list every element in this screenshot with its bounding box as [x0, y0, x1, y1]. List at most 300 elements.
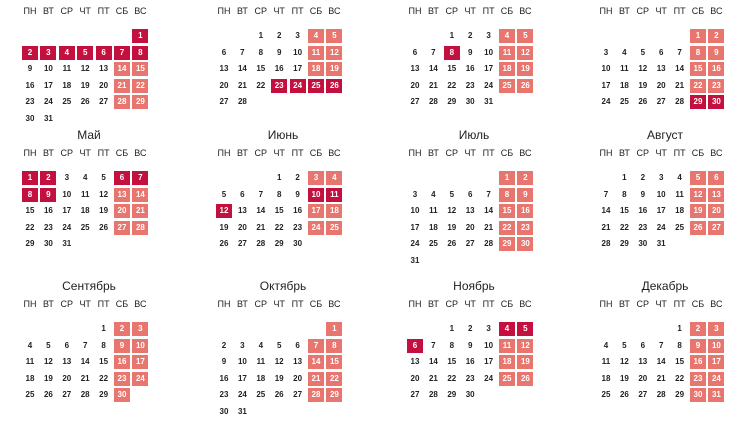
day-cell: 27	[219, 97, 229, 106]
weekend-day-cell: 12	[517, 339, 533, 353]
day-cell: 16	[638, 206, 648, 215]
holiday-day-cell: 8	[444, 46, 460, 60]
weekday-label: СБ	[500, 299, 514, 309]
day-cell: 13	[99, 64, 109, 73]
weekend-day-cell: 11	[499, 339, 515, 353]
day-cell: 28	[428, 97, 438, 106]
day-cell: 18	[601, 373, 611, 383]
day-cell: 22	[274, 222, 284, 232]
weekend-day-cell: 31	[708, 388, 724, 402]
weekend-day-cell: 7	[308, 339, 324, 353]
day-cell: 28	[484, 239, 494, 248]
weekend-day-cell: 19	[690, 204, 706, 218]
weekday-label: СР	[254, 299, 268, 309]
day-cell: 13	[465, 206, 475, 215]
day-cell: 1	[677, 324, 682, 333]
day-cell: 1	[258, 31, 264, 40]
weekday-label: ВТ	[427, 6, 439, 16]
day-cell: 13	[293, 357, 303, 366]
day-cell: 24	[656, 222, 666, 232]
weekday-label: ПН	[599, 6, 613, 16]
weekday-label: ПТ	[482, 6, 495, 16]
weekday-label: ВС	[710, 148, 723, 158]
day-cell: 26	[638, 97, 648, 106]
day-cell: 14	[237, 64, 247, 73]
day-cell: 7	[603, 189, 609, 199]
day-cell: 27	[99, 97, 109, 106]
day-cell: 13	[410, 357, 420, 366]
day-cell: 3	[240, 340, 245, 350]
weekday-label: СР	[636, 148, 650, 158]
weekday-label: ВТ	[236, 299, 248, 309]
day-cell: 13	[656, 64, 666, 73]
weekday-label: СБ	[691, 6, 705, 16]
weekend-day-cell: 1	[499, 171, 515, 185]
day-cell: 5	[640, 47, 646, 57]
weekday-label: ПН	[23, 148, 37, 158]
day-cell: 12	[43, 357, 53, 366]
weekend-day-cell: 20	[114, 204, 130, 218]
day-cell: 6	[240, 189, 245, 199]
weekday-label: ВТ	[427, 299, 439, 309]
holiday-day-cell: 24	[290, 79, 306, 93]
month-title: Июль	[458, 128, 490, 142]
weekend-day-cell: 29	[326, 388, 342, 402]
weekend-day-cell: 19	[517, 62, 533, 76]
day-cell: 15	[256, 64, 266, 73]
month-title: Июнь	[267, 128, 299, 142]
weekend-day-cell: 18	[326, 204, 342, 218]
day-cell: 24	[484, 80, 494, 90]
weekday-label: ВС	[710, 299, 723, 309]
weekday-label: ПТ	[97, 299, 110, 309]
day-cell: 14	[428, 64, 438, 73]
day-cell: 26	[274, 390, 284, 399]
day-cell: 23	[43, 222, 53, 232]
weekday-label: СР	[254, 6, 268, 16]
day-cell: 21	[675, 80, 685, 90]
day-cell: 25	[675, 222, 685, 232]
weekend-day-cell: 22	[326, 372, 342, 386]
day-cell: 24	[601, 97, 611, 106]
weekend-day-cell: 3	[708, 322, 724, 336]
weekend-day-cell: 23	[517, 221, 533, 235]
day-cell: 3	[64, 173, 70, 182]
day-cell: 18	[428, 222, 438, 232]
day-cell: 30	[43, 239, 53, 248]
day-cell: 7	[658, 340, 664, 350]
weekday-label: СБ	[115, 299, 129, 309]
day-cell: 16	[293, 206, 303, 215]
day-cell: 20	[638, 373, 648, 383]
day-cell: 3	[603, 47, 609, 57]
weekday-label: СР	[445, 148, 459, 158]
day-cell: 3	[412, 189, 418, 199]
day-cell: 11	[620, 64, 629, 73]
weekend-day-cell: 3	[308, 171, 324, 185]
weekday-label: СР	[254, 148, 268, 158]
holiday-day-cell: 8	[132, 46, 148, 60]
day-cell: 13	[62, 357, 72, 366]
weekday-label: ВС	[519, 148, 532, 158]
day-cell: 11	[62, 64, 72, 73]
day-cell: 15	[619, 206, 629, 215]
weekday-label: ЧТ	[79, 6, 91, 16]
day-cell: 19	[638, 80, 648, 90]
day-cell: 22	[675, 373, 685, 383]
weekday-label: ПТ	[673, 148, 686, 158]
weekday-label: ВС	[519, 299, 532, 309]
day-cell: 29	[447, 97, 457, 106]
day-cell: 11	[601, 357, 611, 366]
weekend-day-cell: 15	[499, 204, 515, 218]
month-title: Декабрь	[641, 279, 689, 293]
holiday-day-cell: 23	[271, 79, 287, 93]
weekend-day-cell: 18	[308, 62, 324, 76]
day-cell: 15	[447, 357, 457, 366]
weekday-label: ПТ	[291, 6, 304, 16]
weekend-day-cell: 11	[499, 46, 515, 60]
day-cell: 12	[274, 357, 284, 366]
weekday-label: ПН	[217, 6, 231, 16]
day-cell: 19	[274, 373, 284, 383]
day-cell: 16	[465, 64, 475, 73]
day-cell: 14	[656, 357, 666, 366]
day-cell: 10	[237, 357, 247, 366]
weekend-day-cell: 2	[690, 322, 706, 336]
day-cell: 16	[25, 80, 35, 90]
weekday-label: ПТ	[482, 299, 495, 309]
weekday-label: ВТ	[42, 6, 54, 16]
day-cell: 24	[62, 222, 72, 232]
weekday-label: ВТ	[236, 6, 248, 16]
day-cell: 4	[603, 340, 609, 350]
day-cell: 18	[675, 206, 685, 215]
weekday-label: ПТ	[673, 299, 686, 309]
weekday-label: ЧТ	[655, 148, 667, 158]
day-cell: 26	[619, 390, 629, 399]
day-cell: 21	[484, 222, 494, 232]
day-cell: 6	[658, 47, 664, 57]
weekday-label: ВТ	[427, 148, 439, 158]
weekend-day-cell: 14	[114, 62, 130, 76]
day-cell: 13	[219, 64, 229, 73]
weekday-label: ВТ	[618, 6, 630, 16]
day-cell: 6	[412, 47, 418, 57]
weekday-label: ВС	[328, 299, 341, 309]
day-cell: 21	[601, 222, 611, 232]
holiday-day-cell: 7	[114, 46, 130, 60]
holiday-day-cell: 5	[517, 322, 533, 336]
day-cell: 27	[410, 390, 420, 399]
day-cell: 14	[80, 357, 90, 366]
day-cell: 27	[237, 239, 247, 248]
weekday-label: ВТ	[618, 148, 630, 158]
day-cell: 2	[467, 324, 473, 333]
weekday-label: ЧТ	[79, 299, 91, 309]
weekend-day-cell: 5	[690, 171, 706, 185]
weekday-label: ПТ	[97, 148, 110, 158]
day-cell: 20	[237, 222, 247, 232]
weekday-label: ВС	[134, 299, 147, 309]
day-cell: 21	[428, 373, 438, 383]
weekday-label: ПТ	[482, 148, 495, 158]
day-cell: 27	[62, 390, 72, 399]
day-cell: 9	[221, 357, 227, 366]
holiday-day-cell: 8	[22, 188, 38, 202]
day-cell: 31	[62, 239, 72, 248]
weekday-label: ПТ	[291, 148, 304, 158]
day-cell: 25	[619, 97, 629, 106]
day-cell: 10	[484, 47, 494, 57]
weekday-label: ВС	[134, 6, 147, 16]
day-cell: 12	[99, 189, 109, 199]
weekday-label: ВС	[328, 148, 341, 158]
day-cell: 31	[484, 97, 494, 106]
day-cell: 6	[467, 189, 473, 199]
weekday-label: ВТ	[618, 299, 630, 309]
weekend-day-cell: 14	[132, 188, 148, 202]
day-cell: 18	[619, 80, 629, 90]
day-cell: 7	[431, 47, 436, 57]
weekend-day-cell: 13	[708, 188, 724, 202]
day-cell: 16	[43, 206, 53, 215]
day-cell: 6	[295, 340, 300, 350]
weekday-label: СБ	[115, 148, 129, 158]
day-cell: 22	[25, 222, 35, 232]
day-cell: 29	[274, 239, 284, 248]
day-cell: 20	[293, 373, 303, 383]
day-cell: 29	[25, 239, 35, 248]
day-cell: 5	[101, 173, 106, 182]
day-cell: 8	[622, 189, 627, 199]
day-cell: 30	[465, 97, 475, 106]
weekday-label: ПТ	[97, 6, 110, 16]
day-cell: 26	[80, 97, 90, 106]
day-cell: 9	[640, 189, 646, 199]
day-cell: 31	[237, 406, 247, 416]
day-cell: 14	[428, 357, 438, 366]
day-cell: 23	[465, 373, 475, 383]
weekday-label: СБ	[691, 299, 705, 309]
weekday-label: ВТ	[42, 148, 54, 158]
weekend-day-cell: 1	[690, 29, 706, 43]
day-cell: 10	[293, 47, 303, 57]
weekend-day-cell: 9	[708, 46, 724, 60]
weekend-day-cell: 9	[690, 339, 706, 353]
day-cell: 4	[622, 47, 627, 57]
day-cell: 24	[237, 390, 247, 399]
weekend-day-cell: 28	[114, 95, 130, 109]
day-cell: 27	[465, 239, 475, 248]
day-cell: 27	[293, 390, 303, 399]
weekend-day-cell: 10	[708, 339, 724, 353]
day-cell: 19	[619, 373, 629, 383]
day-cell: 29	[619, 239, 629, 248]
weekday-label: СБ	[115, 6, 129, 16]
day-cell: 12	[619, 357, 629, 366]
day-cell: 10	[410, 206, 420, 215]
day-cell: 11	[256, 357, 266, 366]
day-cell: 3	[295, 31, 300, 40]
day-cell: 27	[656, 97, 666, 106]
day-cell: 15	[447, 64, 457, 73]
weekend-day-cell: 19	[326, 62, 342, 76]
day-cell: 29	[447, 390, 457, 399]
weekend-day-cell: 15	[690, 62, 706, 76]
day-cell: 22	[447, 80, 457, 90]
weekend-day-cell: 8	[690, 46, 706, 60]
weekend-day-cell: 16	[517, 204, 533, 218]
day-cell: 28	[428, 390, 438, 399]
day-cell: 17	[656, 206, 666, 215]
holiday-day-cell: 2	[22, 46, 38, 60]
weekday-label: СБ	[691, 148, 705, 158]
day-cell: 29	[99, 390, 109, 399]
day-cell: 10	[601, 64, 611, 73]
weekend-day-cell: 22	[690, 79, 706, 93]
day-cell: 23	[25, 97, 35, 106]
day-cell: 18	[256, 373, 266, 383]
day-cell: 28	[601, 239, 611, 248]
day-cell: 11	[429, 206, 438, 215]
weekend-day-cell: 13	[114, 188, 130, 202]
weekend-day-cell: 10	[132, 339, 148, 353]
day-cell: 2	[221, 340, 227, 350]
day-cell: 1	[101, 324, 106, 333]
weekend-day-cell: 20	[708, 204, 724, 218]
day-cell: 8	[677, 340, 682, 350]
weekend-day-cell: 25	[499, 79, 515, 93]
day-cell: 5	[221, 189, 227, 199]
holiday-day-cell: 4	[499, 322, 515, 336]
day-cell: 28	[656, 390, 666, 399]
day-cell: 20	[219, 80, 229, 90]
day-cell: 20	[656, 80, 666, 90]
weekday-label: ЧТ	[655, 299, 667, 309]
day-cell: 6	[640, 340, 646, 350]
day-cell: 4	[27, 340, 33, 350]
weekend-day-cell: 5	[326, 29, 342, 43]
day-cell: 12	[447, 206, 457, 215]
holiday-day-cell: 7	[132, 171, 148, 185]
weekend-day-cell: 25	[326, 221, 342, 235]
day-cell: 17	[43, 80, 53, 90]
day-cell: 6	[221, 47, 227, 57]
weekday-label: ПТ	[291, 299, 304, 309]
weekend-day-cell: 14	[308, 355, 324, 369]
day-cell: 5	[449, 189, 455, 199]
weekday-label: СР	[60, 6, 74, 16]
weekend-day-cell: 15	[326, 355, 342, 369]
weekday-label: ЧТ	[464, 6, 476, 16]
day-cell: 25	[80, 222, 90, 232]
weekday-label: ВС	[710, 6, 723, 16]
day-cell: 4	[431, 189, 436, 199]
weekend-day-cell: 12	[690, 188, 706, 202]
day-cell: 21	[656, 373, 666, 383]
weekend-day-cell: 9	[114, 339, 130, 353]
weekend-day-cell: 18	[499, 355, 515, 369]
weekday-label: ПН	[217, 299, 231, 309]
day-cell: 9	[27, 64, 33, 73]
weekend-day-cell: 30	[114, 388, 130, 402]
day-cell: 17	[293, 64, 303, 73]
weekday-label: ЧТ	[273, 299, 285, 309]
weekend-day-cell: 24	[308, 221, 324, 235]
weekend-day-cell: 27	[114, 221, 130, 235]
day-cell: 28	[256, 239, 266, 248]
weekday-label: СР	[636, 6, 650, 16]
day-cell: 22	[99, 373, 109, 383]
day-cell: 5	[622, 340, 627, 350]
day-cell: 15	[99, 357, 109, 366]
weekend-day-cell: 2	[517, 171, 533, 185]
day-cell: 30	[219, 406, 229, 416]
weekday-label: ПН	[23, 299, 37, 309]
day-cell: 19	[43, 373, 53, 383]
day-cell: 9	[467, 340, 473, 350]
weekday-label: СБ	[500, 148, 514, 158]
holiday-day-cell: 2	[40, 171, 56, 185]
weekday-label: СР	[445, 299, 459, 309]
holiday-day-cell: 6	[96, 46, 112, 60]
weekend-day-cell: 4	[326, 171, 342, 185]
holiday-day-cell: 1	[22, 171, 38, 185]
day-cell: 10	[43, 64, 53, 73]
day-cell: 1	[276, 173, 282, 182]
weekend-day-cell: 17	[308, 204, 324, 218]
weekend-day-cell: 8	[499, 188, 515, 202]
day-cell: 2	[295, 173, 300, 182]
day-cell: 26	[447, 239, 457, 248]
weekend-day-cell: 25	[499, 372, 515, 386]
holiday-day-cell: 10	[308, 188, 324, 202]
day-cell: 20	[410, 373, 420, 383]
day-cell: 2	[467, 31, 473, 40]
weekend-day-cell: 17	[708, 355, 724, 369]
month-title: Октябрь	[259, 279, 307, 293]
day-cell: 20	[62, 373, 72, 383]
day-cell: 17	[237, 373, 247, 383]
holiday-day-cell: 1	[132, 29, 148, 43]
weekday-label: ПН	[408, 299, 422, 309]
weekday-label: ВТ	[42, 299, 54, 309]
weekend-day-cell: 26	[517, 79, 533, 93]
day-cell: 31	[43, 113, 53, 123]
day-cell: 30	[293, 239, 303, 248]
day-cell: 1	[449, 324, 455, 333]
day-cell: 17	[601, 80, 611, 90]
day-cell: 1	[622, 173, 627, 182]
weekend-day-cell: 8	[326, 339, 342, 353]
day-cell: 19	[219, 222, 229, 232]
weekday-label: ЧТ	[655, 6, 667, 16]
day-cell: 25	[428, 239, 438, 248]
weekend-day-cell: 4	[499, 29, 515, 43]
weekday-label: ПН	[408, 6, 422, 16]
day-cell: 18	[25, 373, 35, 383]
day-cell: 9	[295, 189, 300, 199]
day-cell: 15	[675, 357, 685, 366]
day-cell: 13	[410, 64, 420, 73]
day-cell: 31	[656, 239, 666, 248]
weekday-label: ВС	[328, 6, 341, 16]
weekday-label: ПН	[23, 6, 37, 16]
weekend-day-cell: 30	[517, 237, 533, 251]
weekend-day-cell: 22	[499, 221, 515, 235]
weekend-day-cell: 24	[708, 372, 724, 386]
